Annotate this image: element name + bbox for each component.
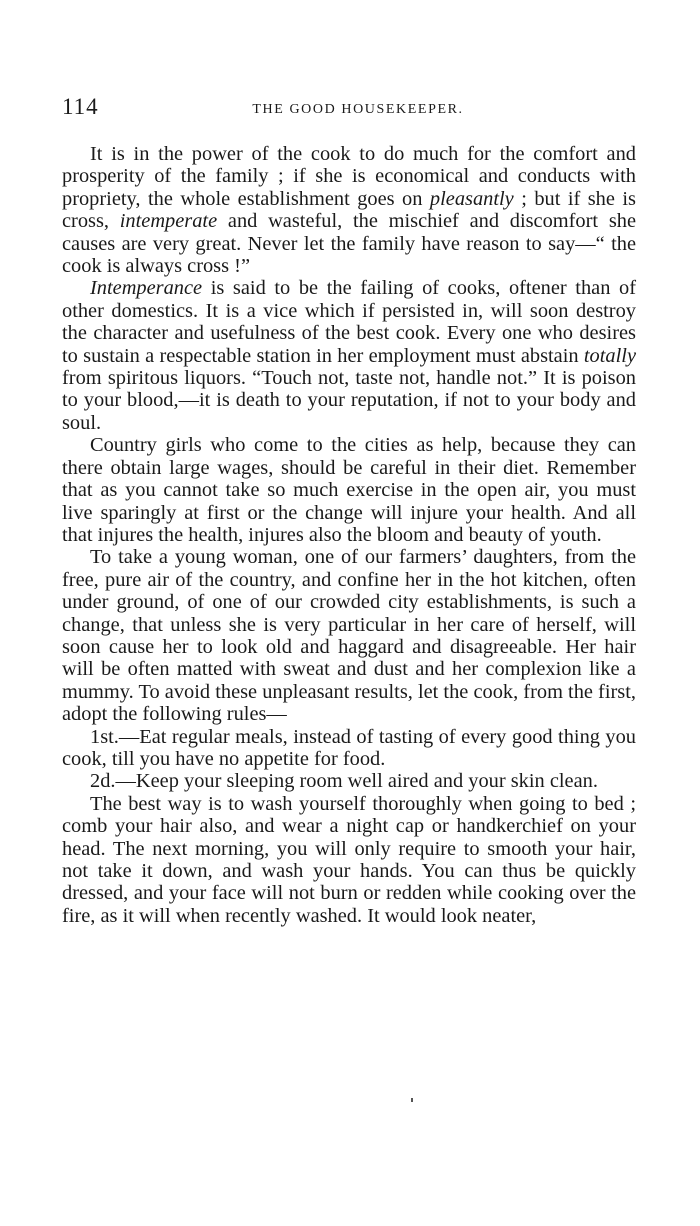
paragraph-country-girls: Country girls who come to the cities as help, because they can there obtain large wages, should be careful in their diet. Remember that as you cannot take so much exercise in the open air, you must live sparingly at first or the change will injure your health. And all that injures the health, injures also the bloom and beauty of youth. [62,434,636,546]
body-text [62,143,636,927]
paragraph-young-woman: To take a young woman, one of our farmers’ daughters, from the free, pure air of the country, and confine her in the hot kitchen, often under ground, of one of our crowded city establishments, is such a change, that unless she is very particular in her care of herself, will soon cause her to look old and haggard and disagreeable. Her hair will be often matted with sweat and dust and her complexion like a mummy. To avoid these unpleasant results, let the cook, from the first, adopt the following rules— [62,546,636,726]
paragraph-best-way: The best way is to wash yourself thoroughly when going to bed ; comb your hair also, and wear a night cap or handkerchief on your head. The next morning, you will only require to smooth your hair, not take it down, and wash your hands. You can thus be quickly dressed, and your face will not burn or redden while cooking over the fire, as it will when recently washed. It would look neater, [62,792,636,927]
rule-second: 2d.—Keep your sleeping room well aired and your skin clean. [90,770,598,793]
rule-first: 1st.—Eat regular meals, instead of tasting of every good thing you cook, till you have no appetite for food. [62,725,636,770]
paragraph-intemperance: Intemperance is said to be the failing of cooks, oftener than of other domestics. It is a vice which if persisted in, will soon destroy the character and usefulness of the best cook. Every one who desires to sustain a respectable station in her employment must abstain totally from spiritous liquors. “Touch not, taste not, handle not.” It is poison to your blood,—it is death to your reputation, if not to your body and soul. [62,277,636,434]
print-speck [411,1098,413,1102]
page-number: 114 [62,94,99,119]
running-title: THE GOOD HOUSEKEEPER. [252,102,464,117]
paragraph-cook-power: It is in the power of the cook to do much for the comfort and prosperity of the family ; if she is economical and conducts with propriety, the whole establishment goes on pleasantly ; but if she is cross, intemperate and wasteful, the mischief and discomfort she causes are very great. Never let the family have reason to say—“ the cook is always cross !” [62,143,637,278]
